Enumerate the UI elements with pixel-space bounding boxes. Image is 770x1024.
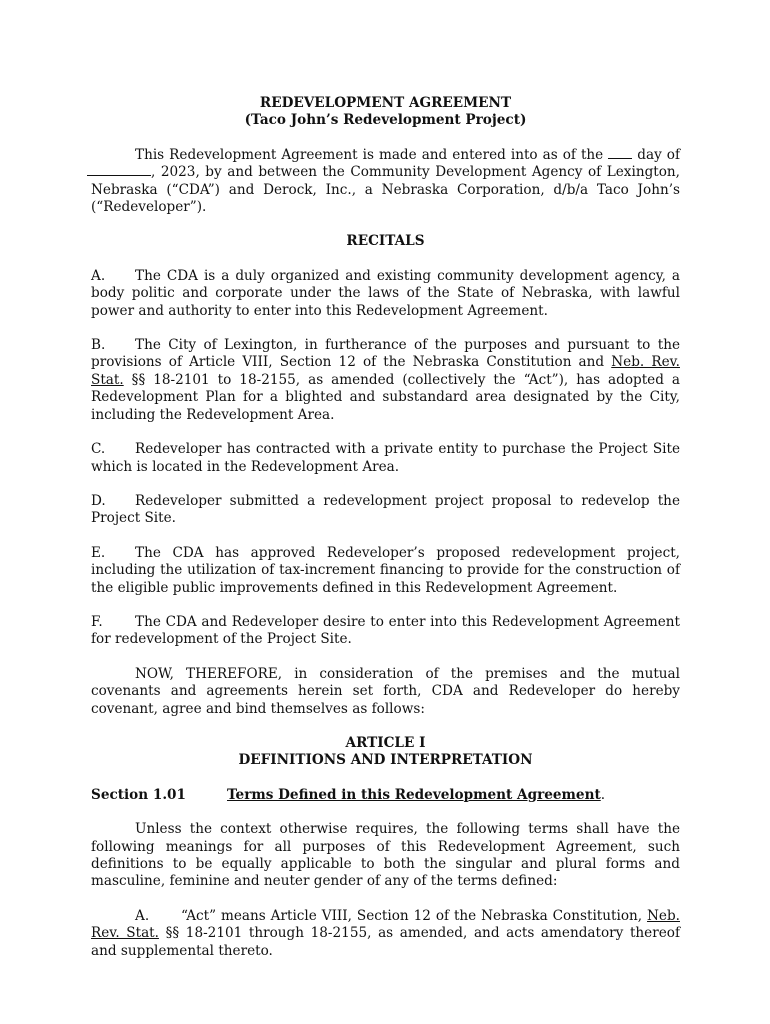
recital-e <box>91 545 680 597</box>
definitions-intro: Unless the context otherwise requires, the following terms shall have the following meanings for all purposes of this Redevelopment Agreement, such definitions to be equally applicable to both the singular and plural forms and masculine, feminine and neuter gender of any of the terms defined: <box>91 821 680 890</box>
section-title: Terms Defined in this Redevelopment Agreement <box>227 786 601 803</box>
section-title-period: . <box>600 786 606 803</box>
recitals-heading: RECITALS <box>346 233 425 250</box>
recital-f-text: The CDA and Redeveloper desire to enter into this Redevelopment Agreement for redevelopment of the Project Site. <box>91 613 680 648</box>
agreement-title <box>91 95 680 130</box>
document-body <box>91 95 680 960</box>
intro-paragraph <box>91 147 680 217</box>
title-line-1: REDEVELOPMENT AGREEMENT <box>259 95 512 111</box>
section-number: Section 1.01 <box>91 786 186 803</box>
definition-act-label: A. <box>135 907 150 924</box>
recital-e-text: The CDA has approved Redeveloper’s proposed redevelopment project, including the utilization of tax-increment financing to provide for the construction of the eligible public improvements defined in this Redevelopment Agreement. <box>91 544 680 596</box>
intro-text-2: day of <box>637 146 681 163</box>
intro-text-1: This Redevelopment Agreement is made and entered into as of the <box>135 146 604 163</box>
definition-act <box>91 908 680 960</box>
recital-d <box>91 493 680 528</box>
recital-f <box>91 614 680 649</box>
recital-a-label: A. <box>91 267 106 284</box>
recital-a-text: The CDA is a duly organized and existing community development agency, a body politic and corporate under the laws of the State of Nebraska, with lawful power and authority to enter into this Redevelopment Agreement. <box>91 267 680 319</box>
intro-text-3: , 2023, by and between the Community Development Agency of Lexington, Nebraska (“CDA”) and Derock, Inc., a Nebraska Corporation, d/b/a Taco John’s (“Redeveloper”). <box>91 164 680 216</box>
recital-b-label: B. <box>91 337 106 354</box>
section-heading <box>91 787 680 804</box>
recital-c-text: Redeveloper has contracted with a private entity to purchase the Project Site which is located in the Redevelopment Area. <box>91 441 680 475</box>
definition-act-statute-ref: Neb. Rev. Stat. <box>91 907 680 942</box>
definition-act-text-1: “Act” means Article VIII, Section 12 of the Nebraska Constitution, <box>181 907 643 924</box>
recital-f-label: F. <box>91 613 103 630</box>
article-number: ARTICLE I <box>345 734 426 751</box>
recital-c <box>91 441 680 476</box>
recital-d-label: D. <box>91 492 106 509</box>
month-blank <box>87 165 151 176</box>
now-therefore-paragraph: NOW, THEREFORE, in consideration of the premises and the mutual covenants and agreements herein set forth, CDA and Redeveloper do hereby covenant, agree and bind themselves as follows: <box>91 665 680 717</box>
recital-b <box>91 337 680 424</box>
recital-d-text: Redeveloper submitted a redevelopment project proposal to redevelop the Project Site. <box>91 492 680 527</box>
recital-b-text-2: §§ 18-2101 to 18-2155, as amended (collectively the “Act”), has adopted a Redevelopment Plan for a blighted and substandard area designated by the City, including the Redevelopment Area. <box>91 371 681 423</box>
article-title: DEFINITIONS AND INTERPRETATION <box>238 752 533 769</box>
day-blank <box>608 148 632 159</box>
recital-b-statute-ref: Neb. Rev. Stat. <box>91 354 680 388</box>
definition-act-text-2: §§ 18-2101 through 18-2155, as amended, and acts amendatory thereof and supplemental thereto. <box>91 925 680 959</box>
recital-a <box>91 268 680 320</box>
recital-e-label: E. <box>91 544 106 561</box>
recital-b-text-1: The City of Lexington, in furtherance of the purposes and pursuant to the provisions of Article VIII, Section 12 of the Nebraska Constitution and <box>91 337 680 371</box>
title-line-2: (Taco John’s Redevelopment Project) <box>244 112 527 129</box>
recital-c-label: C. <box>91 441 106 458</box>
article-heading <box>91 735 680 770</box>
